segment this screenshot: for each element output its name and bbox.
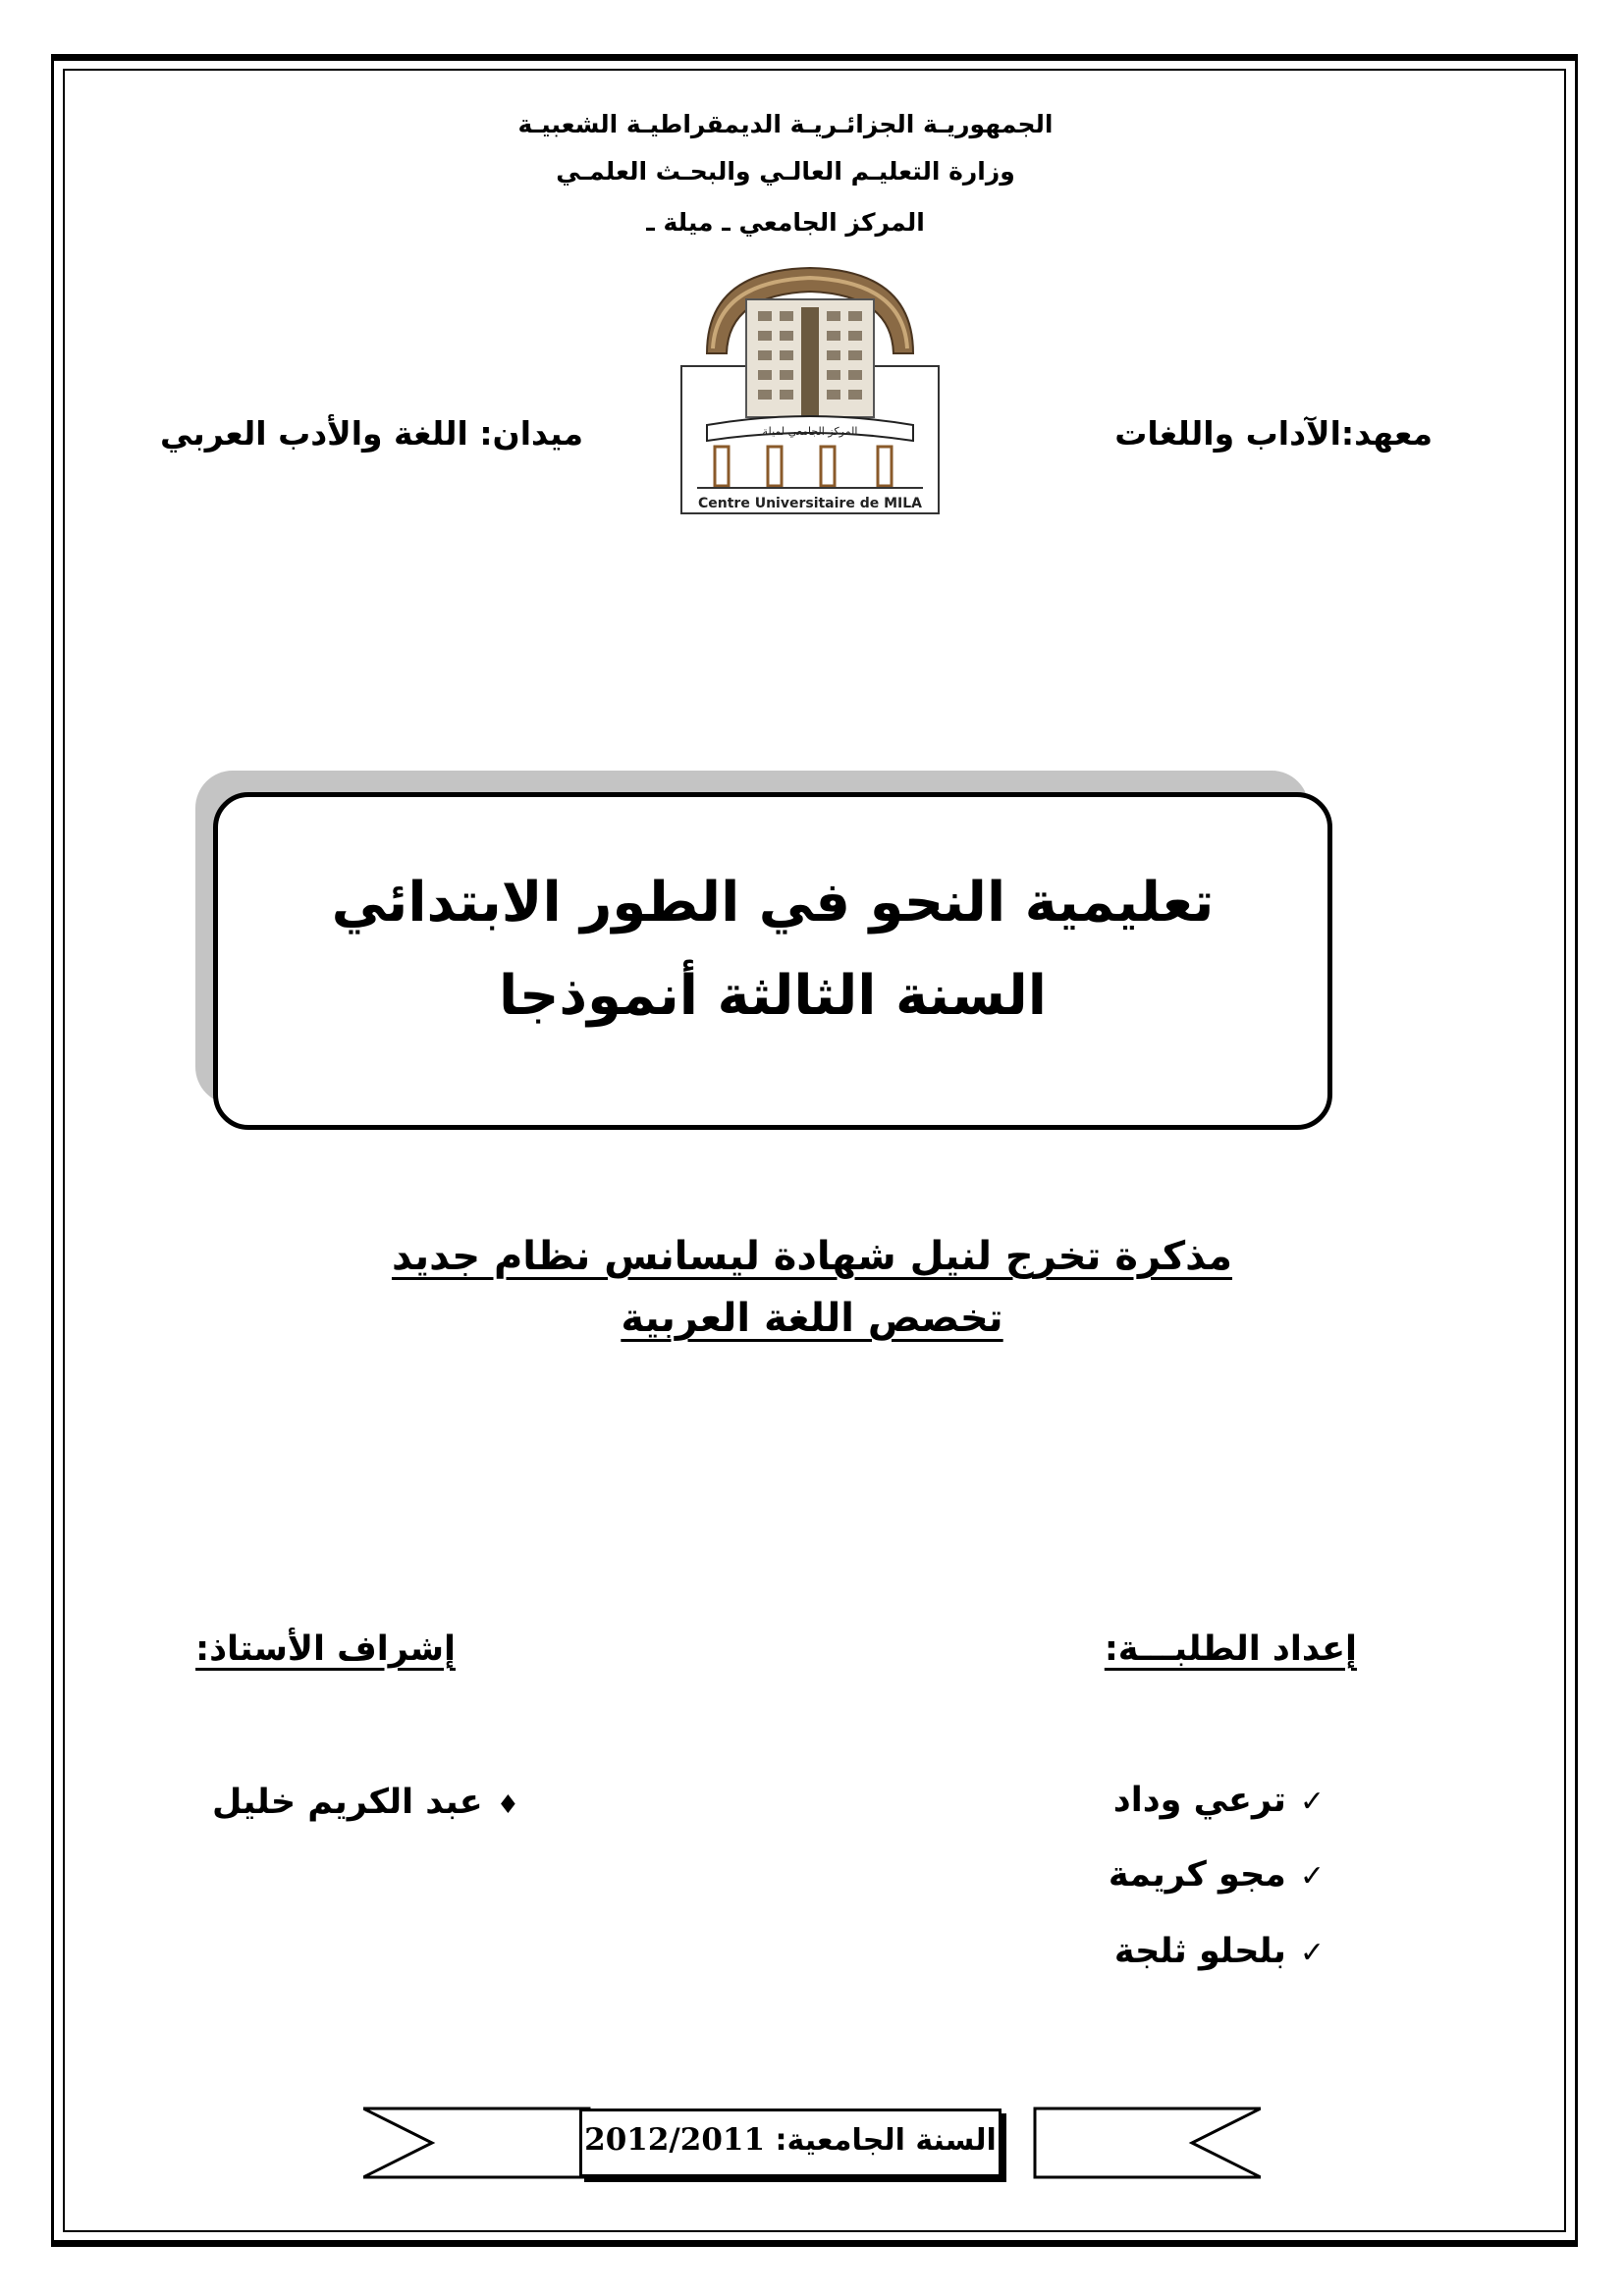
check-icon: ✓ [1299, 1859, 1325, 1894]
student-item: ✓ترعي وداد [1113, 1779, 1325, 1824]
memo-line1: مذكرة تخرج لنيل شهادة ليسانس نظام جديد [391, 1234, 1233, 1279]
title-box [213, 792, 1332, 1130]
supervisor-heading: إشراف الأستاذ: [195, 1629, 456, 1669]
check-icon: ✓ [1299, 1936, 1325, 1970]
svg-text:Centre Universitaire de MILA: Centre Universitaire de MILA [698, 496, 922, 511]
institute-label: معهد:الآداب واللغات [1114, 414, 1433, 453]
student-item: ✓مجو كريمة [1109, 1853, 1325, 1898]
field-label: ميدان: اللغة والأدب العربي [159, 414, 583, 453]
thesis-title-line1: تعليمية النحو في الطور الابتدائي [331, 871, 1215, 934]
memo-line2: تخصص اللغة العربية [621, 1296, 1003, 1341]
diamond-bullet-icon: ♦ [496, 1790, 519, 1820]
svg-text:المركز الجامعي لميلة: المركز الجامعي لميلة [762, 425, 858, 438]
student-item: ✓بلحلو ثلجة [1114, 1930, 1325, 1975]
check-icon: ✓ [1299, 1785, 1325, 1819]
students-heading: إعداد الطلبـــة: [1104, 1629, 1357, 1669]
academic-year: السنة الجامعية: 2012/2011 [584, 2122, 997, 2158]
header-ministry: وزارة التعليـم العالـي والبحـث العلمـي [556, 157, 1015, 186]
header-republic: الجمهوريـة الجزائـريـة الديمقراطيـة الشعبيـة [517, 110, 1054, 138]
thesis-title-line2: السنة الثالثة أنموذجا [499, 964, 1047, 1028]
university-logo [677, 260, 943, 517]
header-center: المركز الجامعي ـ ميلة ـ [646, 208, 925, 237]
supervisor-item: ♦عبد الكريم خليل [212, 1781, 519, 1827]
